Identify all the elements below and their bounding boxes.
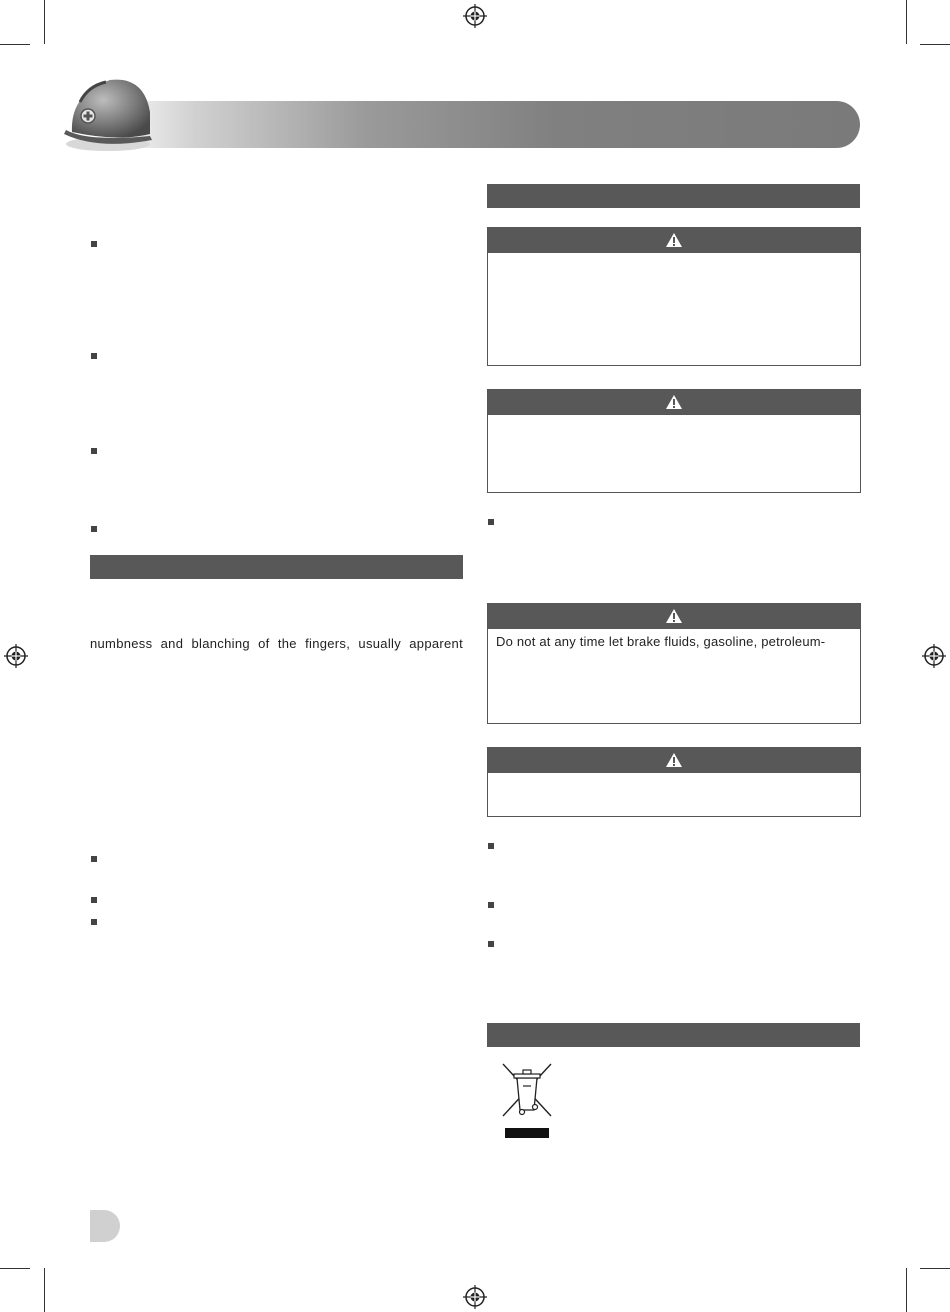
safety-helmet-icon	[58, 72, 158, 154]
bullet-marker	[488, 902, 494, 908]
crop-mark	[44, 0, 45, 44]
bullet-marker	[91, 448, 97, 454]
warning-box	[487, 603, 861, 724]
bullet-marker	[488, 941, 494, 947]
paragraph-line: numbness and blanching of the fingers, usually apparent	[90, 636, 463, 651]
warning-triangle-icon	[665, 394, 683, 410]
warning-triangle-icon	[665, 608, 683, 624]
warning-box	[487, 227, 861, 366]
warning-text: Do not at any time let brake fluids, gasoline, petroleum-	[496, 634, 826, 649]
crop-mark	[920, 1268, 950, 1269]
crop-mark	[44, 1268, 45, 1312]
warning-box	[487, 747, 861, 817]
warning-header	[488, 748, 860, 773]
registration-mark-icon	[922, 644, 946, 668]
warning-header	[488, 228, 860, 253]
crop-mark	[0, 44, 30, 45]
crossed-out-wheelie-bin-icon	[500, 1062, 554, 1140]
page-number-tab	[90, 1210, 120, 1242]
warning-header	[488, 604, 860, 629]
bullet-marker	[488, 519, 494, 525]
warning-triangle-icon	[665, 752, 683, 768]
bullet-marker	[91, 856, 97, 862]
crop-mark	[0, 1268, 30, 1269]
warning-header	[488, 390, 860, 415]
warning-triangle-icon	[665, 232, 683, 248]
bullet-marker	[91, 897, 97, 903]
section-heading-bar	[487, 184, 860, 208]
crop-mark	[920, 44, 950, 45]
bullet-marker	[91, 919, 97, 925]
section-heading-bar	[90, 555, 463, 579]
header-band	[100, 101, 860, 148]
registration-mark-icon	[463, 4, 487, 28]
section-heading-bar	[487, 1023, 860, 1047]
crop-mark	[906, 1268, 907, 1312]
bullet-marker	[488, 843, 494, 849]
crop-mark	[906, 0, 907, 44]
bullet-marker	[91, 526, 97, 532]
registration-mark-icon	[4, 644, 28, 668]
bullet-marker	[91, 353, 97, 359]
registration-mark-icon	[463, 1285, 487, 1309]
bullet-marker	[91, 241, 97, 247]
warning-box	[487, 389, 861, 493]
